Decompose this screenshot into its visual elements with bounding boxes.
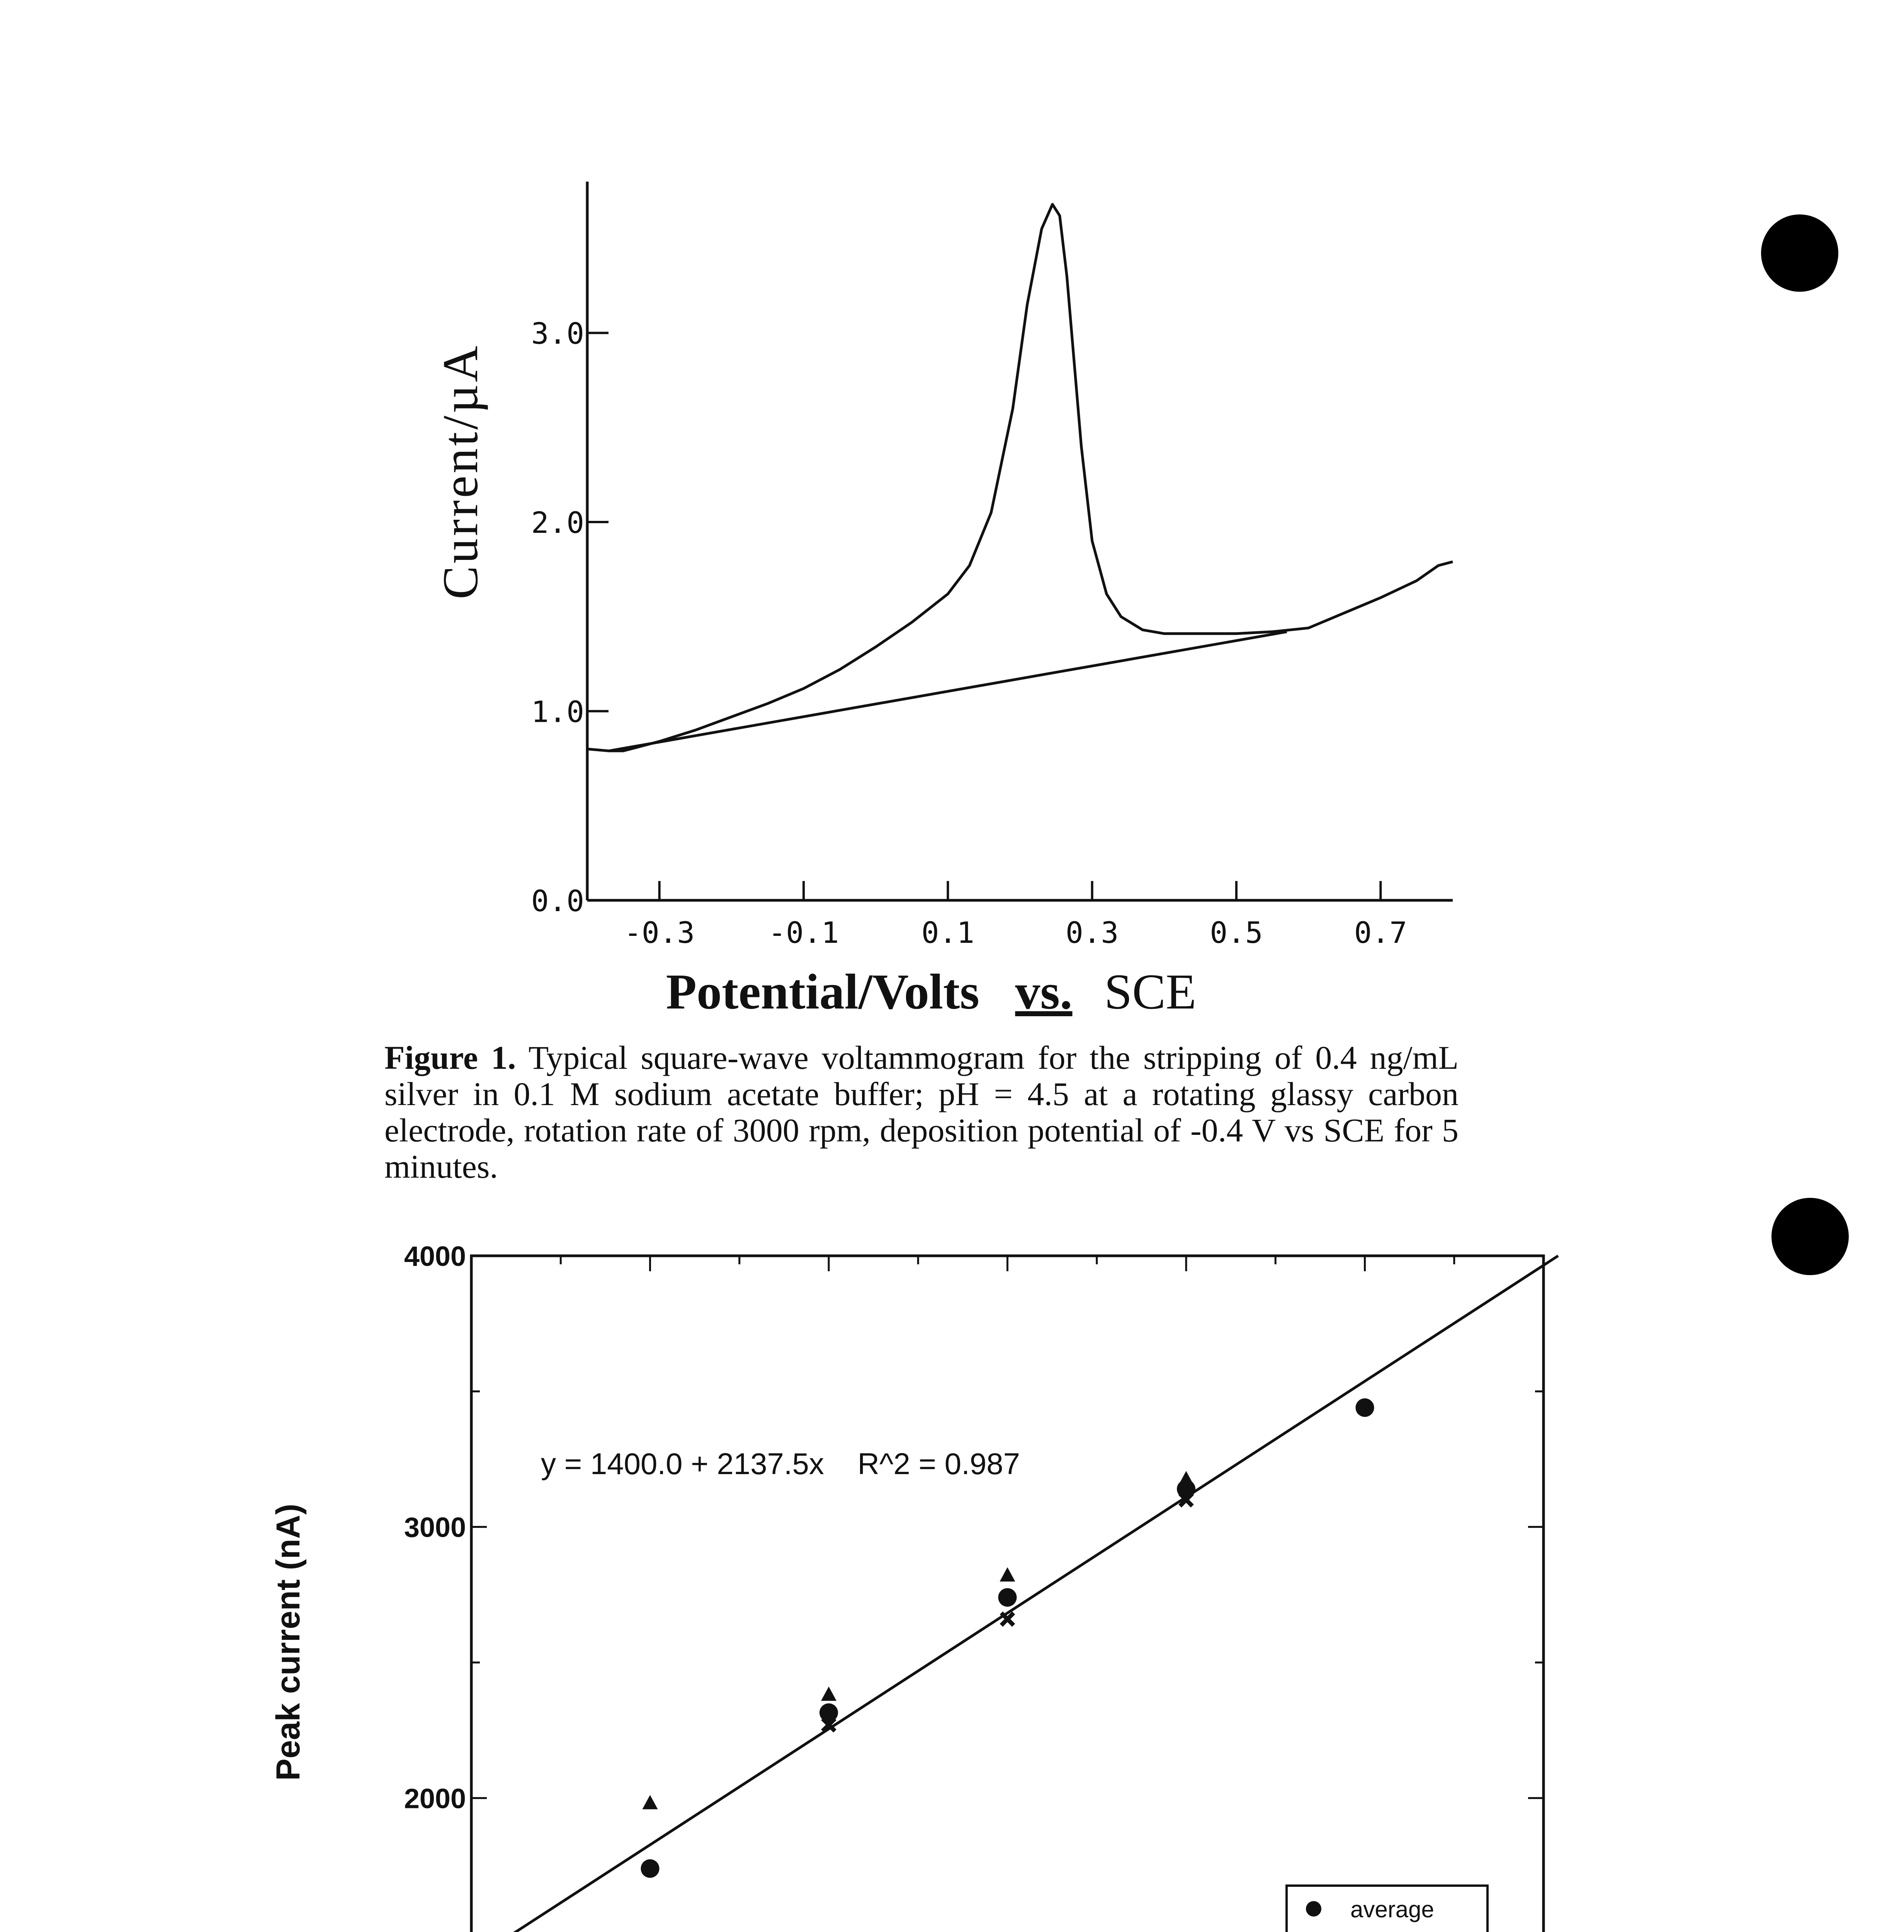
legend-marker (1306, 1901, 1321, 1917)
voltammogram-baseline (609, 632, 1287, 751)
voltammogram-trace (587, 204, 1453, 751)
voltammogram-y-tick-label: 0.0 (531, 884, 584, 918)
figure-1-caption (384, 1039, 1459, 1185)
fit-equation-annotation: y = 1400.0 + 2137.5x R^2 = 0.987 (541, 1447, 1020, 1481)
upper-limit-point (643, 1795, 658, 1809)
average-point (641, 1859, 660, 1878)
figure-1-label: Figure 1. (384, 1039, 516, 1076)
voltammogram-axes (587, 182, 1453, 900)
voltammogram-chart (433, 182, 1453, 1020)
voltammogram-x-tick-label: 0.3 (1066, 915, 1119, 950)
calibration-ticks (404, 1241, 1569, 1932)
voltammogram-x-tick-label: -0.3 (624, 915, 695, 950)
calibration-y-tick-label: 2000 (404, 1783, 466, 1815)
calibration-y-tick-label: 3000 (404, 1512, 466, 1543)
figure-1-text: Typical square-wave voltammogram for the stripping of 0.4 ng/mL silver in 0.1 M sodium acetate buffer; pH = 4.5 at a rotating glassy carbon electrode, rotation rate of 3000 rpm, deposition potential of -0.4 V vs SCE for 5 minutes. (384, 1039, 1459, 1185)
calibration-y-tick-label: 4000 (404, 1241, 466, 1272)
upper-limit-point (821, 1687, 836, 1701)
voltammogram-y-tick-label: 2.0 (531, 505, 584, 540)
binder-hole (1771, 1198, 1849, 1275)
voltammogram-x-tick-label: 0.5 (1210, 915, 1263, 950)
voltammogram-y-tick-label: 1.0 (531, 694, 584, 729)
voltammogram-x-axis-label-ref: SCE (1104, 964, 1197, 1020)
voltammogram-y-axis-label: Current/µA (433, 343, 488, 600)
voltammogram-x-axis-label-main: Potential/Volts (666, 964, 979, 1020)
voltammogram-x-axis-label (666, 964, 1197, 1020)
lower-limit-point (1001, 1613, 1014, 1625)
binder-hole (1761, 214, 1838, 292)
voltammogram-x-tick-label: -0.1 (768, 915, 839, 950)
calibration-chart (270, 1241, 1569, 1932)
voltammogram-y-tick-label: 3.0 (531, 316, 584, 351)
calibration-y-axis-label: Peak current (nA) (270, 1503, 307, 1781)
calibration-legend (1287, 1886, 1488, 1932)
average-point (998, 1588, 1017, 1607)
legend-label: average (1350, 1896, 1434, 1922)
voltammogram-x-tick-label: 0.1 (921, 915, 974, 950)
voltammogram-x-tick-label: 0.7 (1354, 915, 1407, 950)
voltammogram-x-axis-label-vs: vs. (1015, 964, 1073, 1020)
voltammogram-series (587, 204, 1453, 751)
upper-limit-point (1000, 1567, 1015, 1582)
upper-limit-point (1178, 1471, 1194, 1485)
